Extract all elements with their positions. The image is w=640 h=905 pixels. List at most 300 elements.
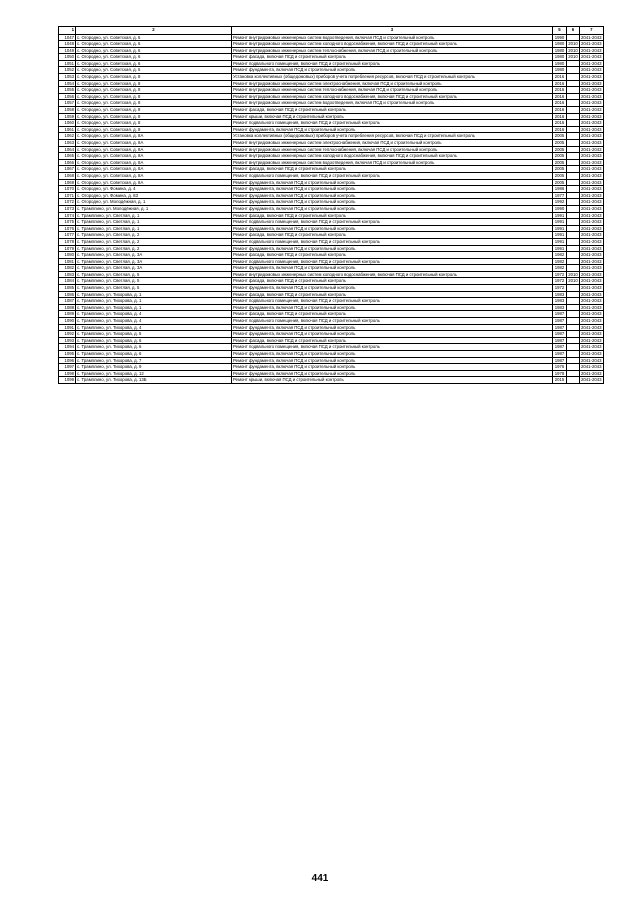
cell-work-type: Установка коллективных (общедомовых) приборов учета потребления ресурсов, включая ПСД и строительный контроль <box>232 74 553 81</box>
cell-year-built: 1978 <box>553 370 567 377</box>
cell-row-number: 1060 <box>59 120 76 127</box>
page-number: 441 <box>311 873 329 884</box>
cell-year-repair <box>567 258 580 265</box>
cell-row-number: 1071 <box>59 192 76 199</box>
cell-row-number: 1092 <box>59 331 76 338</box>
cell-planned-period: 2041-2043 <box>581 232 602 238</box>
cell-year-repair <box>567 318 580 325</box>
cell-year-repair <box>567 126 580 133</box>
cell-row-number: 1070 <box>59 186 76 193</box>
cell-year-built: 2005 <box>553 172 567 179</box>
cell-year-repair <box>567 225 580 232</box>
table-row <box>59 304 604 311</box>
cell-work-type: Ремонт внутридомовых инженерных систем холодного водоснабжения, включая ПСД и строительный контроль <box>232 41 553 48</box>
cell-year-repair: 2010 <box>568 54 578 60</box>
cell-year-built: 1980 <box>553 67 567 74</box>
cell-work-type: Ремонт подвального помещения, включая ПСД и строительный контроль <box>232 298 553 305</box>
cell-row-number: 1048 <box>59 41 76 48</box>
cell-planned-period: 2041-2043 <box>581 311 602 317</box>
cell-address: с. Трамплино, ул. Светлая, д. 1 <box>76 225 232 232</box>
cell-row-number: 1096 <box>59 357 76 364</box>
cell-row-number: 1053 <box>59 74 76 81</box>
cell-year-repair <box>567 252 580 259</box>
cell-planned-period: 2041-2043 <box>581 67 602 73</box>
cell-year-repair: 2010 <box>568 278 578 284</box>
cell-address: с. Огородно, ул. Советская, д. 8А <box>76 133 232 140</box>
table-row <box>59 331 604 338</box>
cell-row-number: 1051 <box>59 60 76 67</box>
cell-work-type: Установка коллективных (общедомовых) приборов учета потребления ресурсов, включая ПСД и строительный контроль <box>232 133 553 140</box>
cell-address: с. Огородно, ул. Советская, д. 6 <box>76 54 232 61</box>
cell-year-built: 1986 <box>553 186 567 193</box>
table-row <box>59 370 604 377</box>
table-row <box>59 74 604 81</box>
cell-address: с. Огородно, ул. Советская, д. 6 <box>76 41 232 48</box>
cell-address: с. Трамплино, ул. Светлая, д. 2 <box>76 238 232 245</box>
cell-work-type: Ремонт фасада, включая ПСД и строительный контроль <box>232 232 553 239</box>
cell-work-type: Ремонт подвального помещения, включая ПСД и строительный контроль <box>232 60 553 67</box>
cell-work-type: Ремонт фундамента, включая ПСД и строительный контроль <box>232 364 553 371</box>
table-row <box>59 351 604 358</box>
cell-year-repair <box>567 133 580 140</box>
cell-row-number: 1079 <box>59 245 76 252</box>
cell-year-built: 1982 <box>553 252 567 259</box>
table-row <box>59 265 604 272</box>
cell-planned-period: 2041-2043 <box>581 265 602 271</box>
cell-row-number: 1089 <box>59 311 76 318</box>
cell-work-type: Ремонт фасада, включая ПСД и строительный контроль <box>232 166 553 173</box>
table-row <box>59 245 604 252</box>
cell-work-type: Ремонт подвального помещения, включая ПСД и строительный контроль <box>232 238 553 245</box>
cell-address: с. Огородно, ул. Советская, д. 8А <box>76 172 232 179</box>
cell-planned-period: 2041-2043 <box>581 364 602 370</box>
cell-planned-period: 2041-2043 <box>581 318 602 324</box>
cell-row-number: 1097 <box>59 364 76 371</box>
cell-planned-period: 2041-2043 <box>581 245 602 251</box>
cell-address: с. Огородно, ул. Советская, д. 8А <box>76 179 232 186</box>
cell-row-number: 1057 <box>59 100 76 107</box>
cell-row-number: 1091 <box>59 324 76 331</box>
cell-planned-period: 2041-2043 <box>581 285 602 291</box>
cell-year-repair: 2010 <box>568 41 578 47</box>
cell-planned-period: 2041-2043 <box>581 41 602 47</box>
cell-year-built: 1987 <box>553 351 567 358</box>
cell-year-repair <box>567 107 580 114</box>
cell-planned-period: 2041-2043 <box>581 291 602 297</box>
cell-year-repair <box>567 113 580 120</box>
cell-year-repair <box>567 93 580 100</box>
cell-row-number: 1055 <box>59 87 76 94</box>
cell-row-number: 1067 <box>59 166 76 173</box>
cell-row-number: 1061 <box>59 126 76 133</box>
cell-year-built: 2005 <box>553 159 567 166</box>
cell-year-repair <box>567 186 580 193</box>
cell-year-built: 1972 <box>553 271 567 278</box>
cell-year-built: 1980 <box>553 60 567 67</box>
cell-year-repair <box>567 74 580 81</box>
table-row <box>59 100 604 107</box>
cell-planned-period: 2041-2043 <box>581 140 602 145</box>
cell-row-number: 1052 <box>59 67 76 74</box>
cell-year-built: 1991 <box>553 219 567 226</box>
cell-row-number: 1050 <box>59 54 76 61</box>
table-row <box>59 271 604 278</box>
cell-year-built: 1987 <box>553 337 567 344</box>
header-col-2: 2 <box>76 27 232 35</box>
cell-work-type: Ремонт фундамента, включая ПСД и строительный контроль <box>232 192 553 199</box>
table-row <box>59 192 604 199</box>
cell-work-type: Ремонт фундамента, включая ПСД и строительный контроль <box>232 245 553 252</box>
cell-year-built: 2016 <box>553 113 567 120</box>
cell-year-repair <box>567 238 580 245</box>
cell-year-built: 1991 <box>553 245 567 252</box>
cell-year-built: 2016 <box>553 126 567 133</box>
cell-year-repair <box>567 337 580 344</box>
cell-year-built: 2016 <box>553 100 567 107</box>
table-row <box>59 179 604 186</box>
cell-work-type: Ремонт фасада, включая ПСД и строительный контроль <box>232 252 553 259</box>
cell-year-repair <box>567 232 580 239</box>
cell-year-built: 1980 <box>553 41 567 48</box>
cell-work-type: Ремонт фасада, включая ПСД и строительный контроль <box>232 212 553 219</box>
cell-address: с. Огородно, ул. Советская, д. 8А <box>76 146 232 153</box>
table-row <box>59 225 604 232</box>
cell-year-built: 1983 <box>553 291 567 298</box>
cell-planned-period: 2041-2043 <box>581 344 602 350</box>
cell-address: с. Трамплино, ул. Тихорова, д. 6 <box>76 344 232 351</box>
cell-address: с. Огородно, ул. Советская, д. 6 <box>76 47 232 54</box>
table-row <box>59 199 604 206</box>
cell-year-built: 1976 <box>553 364 567 371</box>
table-row <box>59 324 604 331</box>
cell-address: с. Трамплино, ул. Тихорова, д. 4 <box>76 318 232 325</box>
cell-year-repair <box>567 245 580 252</box>
cell-year-repair <box>567 291 580 298</box>
cell-address: с. Трамплино, ул. Светлая, д. 3А <box>76 265 232 272</box>
table-row <box>59 120 604 127</box>
cell-row-number: 1081 <box>59 258 76 265</box>
cell-year-built: 1990 <box>553 34 567 41</box>
cell-work-type: Ремонт фундамента, включая ПСД и строительный контроль <box>232 351 553 358</box>
cell-planned-period: 2041-2043 <box>581 166 602 172</box>
cell-work-type: Ремонт внутридомовых инженерных систем холодного водоснабжения, включая ПСД и строительный контроль <box>232 271 553 278</box>
cell-planned-period: 2041-2043 <box>581 87 602 93</box>
table-row <box>59 60 604 67</box>
cell-planned-period: 2041-2043 <box>581 337 602 343</box>
cell-planned-period: 2041-2043 <box>581 298 602 304</box>
table-row <box>59 252 604 259</box>
cell-planned-period: 2041-2043 <box>581 172 602 178</box>
table-row <box>59 258 604 265</box>
cell-address: с. Трамплино, ул. Тихорова, д. 1 <box>76 298 232 305</box>
cell-address: с. Трамплино, ул. Тихорова, д. 1 <box>76 291 232 298</box>
cell-address: с. Трамплино, ул. Светлая, д. 1 <box>76 212 232 219</box>
cell-year-repair <box>567 344 580 351</box>
table-row <box>59 311 604 318</box>
cell-work-type: Ремонт внутридомовых инженерных систем электроснабжения, включая ПСД и строительный контроль <box>232 140 553 147</box>
cell-address: с. Трамплино, ул. Тихорова, д. 5 <box>76 331 232 338</box>
cell-planned-period: 2041-2043 <box>581 304 602 310</box>
cell-year-repair <box>567 265 580 272</box>
cell-year-built: 2016 <box>553 87 567 94</box>
table-row <box>59 212 604 219</box>
cell-row-number: 1090 <box>59 318 76 325</box>
cell-planned-period: 2041-2043 <box>581 179 602 185</box>
cell-year-repair <box>567 60 580 67</box>
cell-row-number: 1075 <box>59 219 76 226</box>
cell-address: с. Трамплино, ул. Светлая, д. 3А <box>76 258 232 265</box>
cell-row-number: 1087 <box>59 298 76 305</box>
cell-planned-period: 2041-2043 <box>581 331 602 337</box>
cell-planned-period: 2041-2043 <box>581 133 602 139</box>
cell-address: с. Трамплино, ул. Светлая, д. 5 <box>76 285 232 292</box>
cell-year-built: 1987 <box>553 331 567 338</box>
table-row <box>59 377 604 384</box>
cell-year-repair <box>567 159 580 166</box>
cell-year-built: 2005 <box>553 140 567 147</box>
cell-year-built: 2005 <box>553 166 567 173</box>
cell-row-number: 1085 <box>59 285 76 292</box>
cell-work-type: Ремонт подвального помещения, включая ПСД и строительный контроль <box>232 344 553 351</box>
cell-work-type: Ремонт фундамента, включая ПСД и строительный контроль <box>232 331 553 338</box>
cell-address: с. Огородно, ул. Советская, д. 6 <box>76 60 232 67</box>
cell-address: с. Трамплино, ул. Светлая, д. 2 <box>76 232 232 239</box>
cell-planned-period: 2041-2043 <box>581 324 602 330</box>
header-col-5: 5 <box>553 27 567 35</box>
cell-year-built: 1972 <box>553 285 567 292</box>
table-row <box>59 107 604 114</box>
table-row <box>59 186 604 193</box>
cell-work-type: Ремонт фундамента, включая ПСД и строительный контроль <box>232 126 553 133</box>
table-row <box>59 318 604 325</box>
cell-work-type: Ремонт фасада, включая ПСД и строительный контроль <box>232 278 553 285</box>
table-row <box>59 337 604 344</box>
cell-row-number: 1080 <box>59 252 76 259</box>
cell-planned-period: 2041-2043 <box>581 199 602 205</box>
cell-year-built: 2016 <box>553 93 567 100</box>
cell-address: с. Огородно, ул. Советская, д. 8 <box>76 120 232 127</box>
cell-year-repair <box>567 324 580 331</box>
cell-row-number: 1086 <box>59 291 76 298</box>
cell-address: с. Огородно, ул. Советская, д. 8А <box>76 153 232 160</box>
register-table <box>58 26 604 384</box>
cell-year-built: 1982 <box>553 258 567 265</box>
cell-year-built: 1987 <box>553 324 567 331</box>
cell-address: с. Огородно, ул. Советская, д. 8 <box>76 113 232 120</box>
cell-work-type: Ремонт крыши, включая ПСД и строительный контроль <box>232 113 553 120</box>
cell-row-number: 1058 <box>59 107 76 114</box>
cell-row-number: 1065 <box>59 153 76 160</box>
cell-year-built: 2005 <box>553 153 567 160</box>
cell-row-number: 1077 <box>59 232 76 239</box>
cell-address: с. Трамплино, ул. Светлая, д. 5 <box>76 271 232 278</box>
cell-row-number: 1083 <box>59 271 76 278</box>
cell-planned-period: 2041-2043 <box>581 34 602 40</box>
cell-year-repair <box>567 80 580 87</box>
cell-address: с. Трамплино, ул. Тихорова, д. 9 <box>76 364 232 371</box>
cell-address: с. Огородно, ул. Советская, д. 8 <box>76 80 232 87</box>
cell-work-type: Ремонт фундамента, включая ПСД и строительный контроль <box>232 67 553 74</box>
cell-year-built: 1992 <box>553 199 567 206</box>
table-row <box>59 41 604 48</box>
register-table-wrapper <box>58 26 604 384</box>
cell-planned-period: 2041-2043 <box>581 205 602 211</box>
table-row <box>59 278 604 285</box>
cell-planned-period: 2041-2043 <box>581 54 602 60</box>
cell-work-type: Ремонт внутридомовых инженерных систем холодного водоснабжения, включая ПСД и строительный контроль <box>232 153 553 160</box>
cell-row-number: 1068 <box>59 172 76 179</box>
table-row <box>59 47 604 54</box>
table-row <box>59 159 604 166</box>
cell-address: с. Трамплино, ул. Молодёжная, д. 1 <box>76 205 232 212</box>
cell-address: с. Трамплино, ул. Тихорова, д. 7 <box>76 357 232 364</box>
cell-address: с. Огородно, ул. Советская, д. 8А <box>76 159 232 166</box>
table-row <box>59 238 604 245</box>
cell-address: с. Трамплино, ул. Светлая, д. 5 <box>76 278 232 285</box>
cell-row-number: 1093 <box>59 337 76 344</box>
header-col-6: 6 <box>567 27 580 35</box>
cell-year-repair <box>567 146 580 153</box>
table-row <box>59 172 604 179</box>
cell-address: с. Трамплино, ул. Тихорова, д. 13Б <box>76 377 232 384</box>
cell-planned-period: 2041-2043 <box>581 146 602 152</box>
cell-work-type: Ремонт внутридомовых инженерных систем водоотведения, включая ПСД и строительный контроль <box>232 159 553 166</box>
cell-year-built: 1983 <box>553 298 567 305</box>
cell-year-built: 1987 <box>553 344 567 351</box>
cell-work-type: Ремонт подвального помещения, включая ПСД и строительный контроль <box>232 219 553 226</box>
cell-year-built: 2016 <box>553 80 567 87</box>
cell-year-repair <box>567 153 580 160</box>
cell-planned-period: 2041-2043 <box>581 357 602 363</box>
cell-work-type: Ремонт фундамента, включая ПСД и строительный контроль <box>232 357 553 364</box>
cell-year-repair <box>567 311 580 318</box>
cell-work-type: Ремонт внутридомовых инженерных систем теплоснабжения, включая ПСД и строительный контроль <box>232 87 553 94</box>
cell-address: с. Трамплино, ул. Светлая, д. 3А <box>76 252 232 259</box>
cell-work-type: Ремонт фасада, включая ПСД и строительный контроль <box>232 54 553 61</box>
cell-address: с. Огородно, ул. Советская, д. 8 <box>76 126 232 133</box>
cell-work-type: Ремонт фундамента, включая ПСД и строительный контроль <box>232 285 553 292</box>
cell-year-repair <box>567 331 580 338</box>
cell-row-number: 1054 <box>59 80 76 87</box>
cell-year-repair <box>567 357 580 364</box>
cell-year-repair <box>567 298 580 305</box>
cell-year-built: 2005 <box>553 146 567 153</box>
table-row <box>59 344 604 351</box>
cell-year-built: 1987 <box>553 318 567 325</box>
cell-row-number: 1056 <box>59 93 76 100</box>
cell-work-type: Ремонт фасада, включая ПСД и строительный контроль <box>232 291 553 298</box>
cell-year-repair <box>567 370 580 377</box>
cell-address: с. Огородно, ул. Советская, д. 8А <box>76 166 232 173</box>
cell-work-type: Ремонт фасада, включая ПСД и строительный контроль <box>232 107 553 114</box>
cell-year-repair <box>567 120 580 127</box>
table-row <box>59 67 604 74</box>
cell-year-repair <box>567 205 580 212</box>
cell-row-number: 1094 <box>59 344 76 351</box>
cell-work-type: Ремонт фундамента, включая ПСД и строительный контроль <box>232 179 553 186</box>
cell-row-number: 1064 <box>59 146 76 153</box>
table-row <box>59 357 604 364</box>
cell-work-type: Ремонт фундамента, включая ПСД и строительный контроль <box>232 324 553 331</box>
cell-year-built: 1982 <box>553 265 567 272</box>
cell-year-built: 1991 <box>553 225 567 232</box>
table-header-row <box>59 27 604 35</box>
header-col-3: 3 <box>232 27 553 35</box>
cell-address: с. Огородно, ул. Советская, д. 8 <box>76 87 232 94</box>
cell-year-built: 1987 <box>553 311 567 318</box>
cell-row-number: 1049 <box>59 47 76 54</box>
table-row <box>59 80 604 87</box>
cell-year-built: 1972 <box>553 278 567 285</box>
cell-planned-period: 2041-2043 <box>581 278 602 284</box>
cell-planned-period: 2041-2043 <box>581 153 602 159</box>
cell-work-type: Ремонт внутридомовых инженерных систем водоотведения, включая ПСД и строительный контроль <box>232 100 553 107</box>
cell-planned-period: 2041-2043 <box>581 225 602 231</box>
cell-row-number: 1084 <box>59 278 76 285</box>
cell-address: с. Трамплино, ул. Тихорова, д. 4 <box>76 311 232 318</box>
cell-row-number: 1088 <box>59 304 76 311</box>
header-col-1: 1 <box>59 27 76 35</box>
cell-work-type: Ремонт фасада, включая ПСД и строительный контроль <box>232 311 553 318</box>
cell-year-built: 1983 <box>553 304 567 311</box>
cell-address: с. Трамплино, ул. Светлая, д. 2 <box>76 245 232 252</box>
cell-year-built: 1991 <box>553 232 567 239</box>
cell-work-type: Ремонт фундамента, включая ПСД и строительный контроль <box>232 370 553 377</box>
cell-row-number: 1059 <box>59 113 76 120</box>
cell-year-built: 1977 <box>553 192 567 199</box>
cell-work-type: Ремонт фундамента, включая ПСД и строительный контроль <box>232 225 553 232</box>
cell-year-repair <box>567 100 580 107</box>
cell-planned-period: 2041-2043 <box>581 60 602 66</box>
cell-work-type: Ремонт подвального помещения, включая ПСД и строительный контроль <box>232 120 553 127</box>
cell-year-repair: 2010 <box>568 47 578 53</box>
cell-row-number: 1047 <box>59 34 76 41</box>
cell-row-number: 1062 <box>59 133 76 140</box>
cell-planned-period: 2041-2043 <box>581 271 602 277</box>
cell-row-number: 1063 <box>59 140 76 147</box>
cell-year-built: 1991 <box>553 238 567 245</box>
cell-row-number: 1098 <box>59 370 76 377</box>
cell-year-repair <box>567 172 580 179</box>
cell-planned-period: 2041-2043 <box>581 192 602 198</box>
cell-planned-period: 2041-2043 <box>581 93 602 99</box>
cell-address: с. Огородно, ул. Молодёжная, д. 1 <box>76 199 232 206</box>
cell-address: с. Огородно, ул. Советская, д. 6 <box>76 67 232 74</box>
cell-planned-period: 2041-2043 <box>581 80 602 86</box>
cell-year-repair: 2010 <box>568 271 578 277</box>
cell-work-type: Ремонт подвального помещения, включая ПСД и строительный контроль <box>232 318 553 325</box>
cell-row-number: 1076 <box>59 225 76 232</box>
table-row <box>59 146 604 153</box>
cell-planned-period: 2041-2043 <box>581 113 602 119</box>
cell-work-type: Ремонт фундамента, включая ПСД и строительный контроль <box>232 265 553 272</box>
cell-year-repair <box>567 166 580 173</box>
cell-row-number: 1069 <box>59 179 76 186</box>
cell-year-built: 2016 <box>553 74 567 81</box>
cell-year-repair <box>567 179 580 186</box>
cell-planned-period: 2041-2043 <box>581 377 602 383</box>
cell-year-repair <box>567 351 580 358</box>
table-row <box>59 205 604 212</box>
cell-address: с. Трамплино, ул. Тихорова, д. 6 <box>76 337 232 344</box>
cell-year-built: 1991 <box>553 212 567 219</box>
cell-row-number: 1066 <box>59 159 76 166</box>
cell-work-type: Ремонт фундамента, включая ПСД и строительный контроль <box>232 199 553 206</box>
table-row <box>59 232 604 239</box>
table-body <box>59 34 604 383</box>
cell-row-number: 1095 <box>59 351 76 358</box>
cell-year-built: 1980 <box>553 47 567 54</box>
